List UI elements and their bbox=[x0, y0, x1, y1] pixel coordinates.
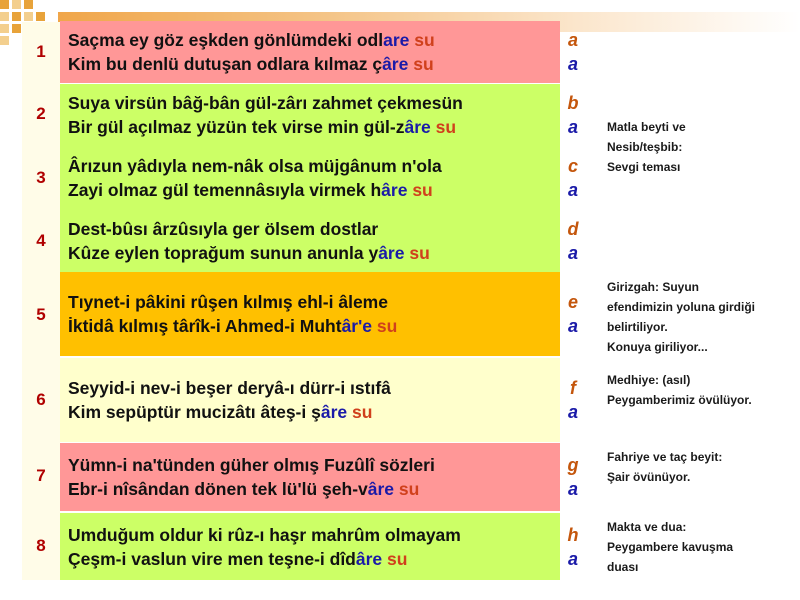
rhyme-letter-2: a bbox=[567, 402, 578, 422]
rhyme-letter-1: g bbox=[567, 455, 579, 475]
rhyme-suffix: âre bbox=[382, 54, 409, 74]
rhyme-scheme bbox=[560, 513, 586, 580]
redif: su bbox=[347, 402, 373, 422]
rhyme-scheme bbox=[560, 272, 586, 356]
note-medhiye: Medhiye: (asıl) Peygamberimiz övülüyor. bbox=[607, 373, 752, 407]
verse-line-2: Zayi olmaz gül temennâsıyla virmek hâre su bbox=[68, 180, 433, 200]
rhyme-scheme bbox=[560, 21, 586, 83]
note-fahriye: Fahriye ve taç beyit: Şair övünüyor. bbox=[607, 450, 723, 484]
row-number: 2 bbox=[36, 104, 46, 123]
rhyme-letter-2: a bbox=[567, 180, 578, 200]
verse-line-2: Çeşm-i vaslun vire men teşne-i dîdâre su bbox=[68, 548, 408, 569]
rhyme-scheme bbox=[560, 210, 586, 272]
row-number: 6 bbox=[36, 390, 46, 409]
rhyme-scheme bbox=[560, 443, 586, 511]
note-makta: Makta ve dua: Peygambere kavuşma duası bbox=[607, 520, 734, 574]
couplet-text bbox=[60, 272, 560, 356]
rhyme-letter-1: h bbox=[567, 524, 579, 545]
couplet-text bbox=[60, 358, 560, 442]
couplet-text bbox=[60, 513, 560, 580]
redif: su bbox=[394, 479, 420, 499]
rhyme-letter-2: a bbox=[567, 243, 578, 263]
row-number: 1 bbox=[36, 42, 46, 61]
rhyme-suffix: are bbox=[383, 30, 410, 50]
row-number: 8 bbox=[36, 536, 46, 555]
redif: su bbox=[404, 243, 430, 263]
couplet-text bbox=[60, 443, 560, 511]
verse-line-1: Dest-bûsı ârzûsıyla ger ölsem dostlar bbox=[68, 219, 379, 239]
row-number: 7 bbox=[36, 466, 46, 485]
row-number: 4 bbox=[36, 231, 46, 250]
rhyme-suffix: âre bbox=[404, 117, 431, 137]
redif: su bbox=[430, 117, 457, 137]
verse-line-1: Ârızun yâdıyla nem-nâk olsa müjgânum n'ola bbox=[68, 156, 442, 176]
rhyme-letter-1: a bbox=[567, 30, 578, 50]
rhyme-letter-1: f bbox=[570, 378, 576, 398]
couplet-text bbox=[60, 210, 560, 272]
couplet-text bbox=[60, 21, 560, 83]
rhyme-suffix: âre bbox=[355, 548, 383, 569]
rhyme-letter-2: a bbox=[567, 316, 578, 336]
rhyme-letter-2: a bbox=[567, 479, 578, 499]
rhyme-scheme bbox=[560, 146, 586, 210]
verse-line-2: Bir gül açılmaz yüzün tek virse min gül-zâre su bbox=[68, 117, 457, 137]
rhyme-letter-1: e bbox=[567, 292, 578, 312]
row-number: 5 bbox=[36, 305, 46, 324]
redif: su bbox=[382, 548, 408, 569]
rhyme-suffix: âre bbox=[320, 402, 348, 422]
verse-line-2: İktidâ kılmış târîk-i Ahmed-i Muhtâr'e su bbox=[68, 316, 398, 336]
couplet-text bbox=[60, 146, 560, 210]
rhyme-scheme bbox=[560, 358, 586, 442]
verse-line-2: Kûze eylen toprağum sunun anunla yâre su bbox=[68, 243, 430, 263]
rhyme-letter-1: c bbox=[567, 156, 578, 176]
verse-line-1: Suya virsün bâğ-bân gül-zârı zahmet çekmesün bbox=[68, 93, 463, 113]
redif: su bbox=[372, 316, 398, 336]
rhyme-letter-1: d bbox=[567, 219, 579, 239]
verse-line-1: Saçma ey göz eşkden gönlümdeki odlare su bbox=[68, 30, 435, 50]
redif: su bbox=[409, 30, 435, 50]
redif: su bbox=[407, 180, 433, 200]
rhyme-suffix: âre bbox=[381, 180, 408, 200]
rhyme-letter-1: b bbox=[567, 93, 579, 113]
verse-line-2: Kim bu denlü dutuşan odlara kılmaz çâre su bbox=[68, 54, 434, 74]
rhyme-suffix: âre bbox=[367, 479, 395, 499]
verse-line-1: Umduğum oldur ki rûz-ı haşr mahrûm olmayam bbox=[68, 524, 461, 545]
note-girizgah: Girizgah: Suyun efendimizin yoluna girdiği belirtiliyor. Konuya giriliyor... bbox=[607, 280, 756, 354]
verse-line-2: Ebr-i nîsândan dönen tek lü'lü şeh-vâre su bbox=[68, 479, 420, 499]
rhyme-letter-2: a bbox=[567, 54, 578, 74]
redif: su bbox=[408, 54, 434, 74]
verse-line-1: Seyyid-i nev-i beşer deryâ-ı dürr-i ıstıfâ bbox=[68, 378, 391, 398]
rhyme-suffix: âr'e bbox=[341, 316, 372, 336]
rhyme-letter-2: a bbox=[567, 548, 578, 569]
verse-line-1: Yümn-i na'tünden güher olmış Fuzûlî sözleri bbox=[68, 455, 435, 475]
rhyme-letter-2: a bbox=[567, 117, 578, 137]
rhyme-suffix: âre bbox=[378, 243, 405, 263]
note-matla: Matla beyti ve Nesib/teşbib: Sevgi teması bbox=[607, 120, 686, 174]
verse-line-1: Tıynet-i pâkini rûşen kılmış ehl-i âleme bbox=[68, 292, 388, 312]
rhyme-scheme bbox=[560, 84, 586, 146]
row-number: 3 bbox=[36, 168, 46, 187]
verse-line-2: Kim sepüptür mucizâtı âteş-i şâre su bbox=[68, 402, 373, 422]
couplet-text bbox=[60, 84, 560, 146]
